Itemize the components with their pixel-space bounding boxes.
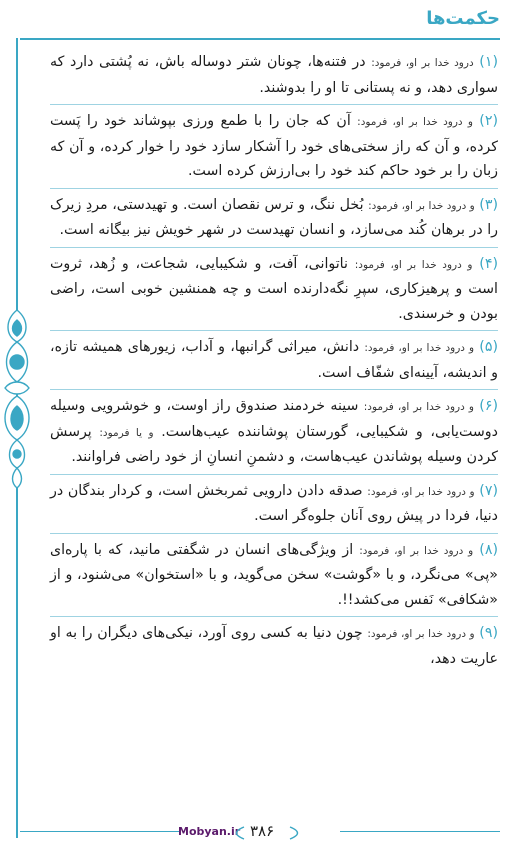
hikmat-number: (۳) [479, 196, 499, 213]
hikmat-9 [50, 617, 498, 675]
hikmat-text: صدقه دادن دارویی ثمربخش است، و کردار بندگان در دنیا، فردا در پیش روی آنان جلوه‌گر است. [50, 482, 498, 524]
hikmat-3 [50, 189, 498, 248]
hikmat-2 [50, 105, 498, 189]
hikmat-7 [50, 475, 498, 534]
hikmat-text: در فتنه‌ها، چونان شتر دوساله باش، نه پُشتی دارد که سواری دهد، و نه پستانی تا او را بدوشند. [50, 54, 498, 96]
hikmat-number: (۶) [479, 398, 498, 414]
title-rule [20, 38, 500, 40]
hikmat-preface: و درود خدا بر او، فرمود: [354, 258, 473, 271]
page-number: ۳۸۶ [250, 822, 275, 840]
hikmat-4 [50, 248, 498, 332]
hikmat-text: سینه خردمند صندوق راز اوست، و خوشرویی وسیله دوست‌یابی، و شکیبایی، گورستان پوشاننده عیب‌هاست. [50, 398, 498, 440]
site-brand-link[interactable]: Mobyan.ir [178, 825, 241, 838]
hikmat-5 [50, 331, 498, 390]
hikmat-preface: و درود خدا بر او، فرمود: [367, 485, 475, 498]
section-title: حکمت‌ها [426, 8, 500, 29]
hikmat-preface-alt: و یا فرمود: [99, 426, 154, 439]
hikmat-text: ناتوانی، آفت، و شکیبایی، شجاعت، و زُهد، ثروت است و پرهیزکاری، سپرِ نگه‌دارنده است و چه همنشین خوبی است، راضی بودن و خرسندی. [50, 255, 498, 322]
footer-rule-right [340, 831, 500, 832]
hikmat-text: بُخل ننگ، و ترس نقصان است. و تهیدستی، مردِ زیرک را در برهان کُند می‌سازد، و انسان تهیدست در شهر خویش نیز بیگانه است. [50, 196, 498, 238]
flourish-right-icon [288, 825, 302, 841]
hikmat-preface: و درود خدا بر او، فرمود: [367, 628, 475, 640]
hikmat-1 [50, 46, 498, 105]
hikmat-preface: و درود خدا بر او، فرمود: [357, 116, 473, 128]
content-area [50, 46, 498, 799]
flourish-left-icon [232, 825, 246, 841]
hikmat-text: دانش، میراثی گرانبها، و آداب، زیورهای همیشه تازه، و اندیشه، آیینه‌ای شفّاف است. [50, 339, 498, 381]
hikmat-number: (۲) [479, 113, 498, 129]
hikmat-8 [50, 534, 498, 618]
hikmat-preface: و درود خدا بر او، فرمود: [363, 401, 474, 413]
hikmat-preface: و درود خدا بر او، فرمود: [364, 342, 475, 354]
hikmat-text: چون دنیا به کسی روی آورد، نیکی‌های دیگران را به او عاریت دهد، [50, 625, 498, 667]
hikmat-6 [50, 390, 498, 475]
hikmat-number: (۵) [479, 339, 498, 355]
hikmat-number: (۷) [479, 482, 498, 499]
hikmat-preface: و درود خدا بر او، فرمود: [368, 199, 475, 212]
hikmat-number: (۱) [479, 54, 498, 70]
hikmat-number: (۴) [479, 255, 498, 272]
hikmat-number: (۸) [479, 541, 498, 558]
hikmat-number: (۹) [479, 625, 499, 641]
footer-rule-left [20, 831, 180, 832]
hikmat-preface: و درود خدا بر او، فرمود: [359, 544, 474, 557]
hikmat-text: از ویژگی‌های انسان در شگفتی مانید، که با پاره‌ای «پی» می‌نگرد، و با «گوشت» سخن می‌گوید، و با «استخوان» می‌شنود، و از «شکافی» نَفس می‌کشد!!. [50, 541, 498, 608]
floral-ornament-icon [1, 280, 33, 510]
hikmat-text: آن که جان را با طمع ورزی بپوشاند خود را پَست کرده، و آن که راز سختی‌های خود را آشکار سازد خود را خوار کرده، و آن که زبان را بر خود حاکم کند خود را بی‌ارزش کرده است. [50, 113, 498, 179]
page-footer [0, 817, 520, 845]
hikmat-text-alt: پرسش کردن وسیله پوشاندن عیب‌هاست، و دشمنِ انسانِ از خود راضی فراوانند. [50, 423, 498, 465]
hikmat-preface: درود خدا بر او، فرمود: [371, 57, 474, 69]
